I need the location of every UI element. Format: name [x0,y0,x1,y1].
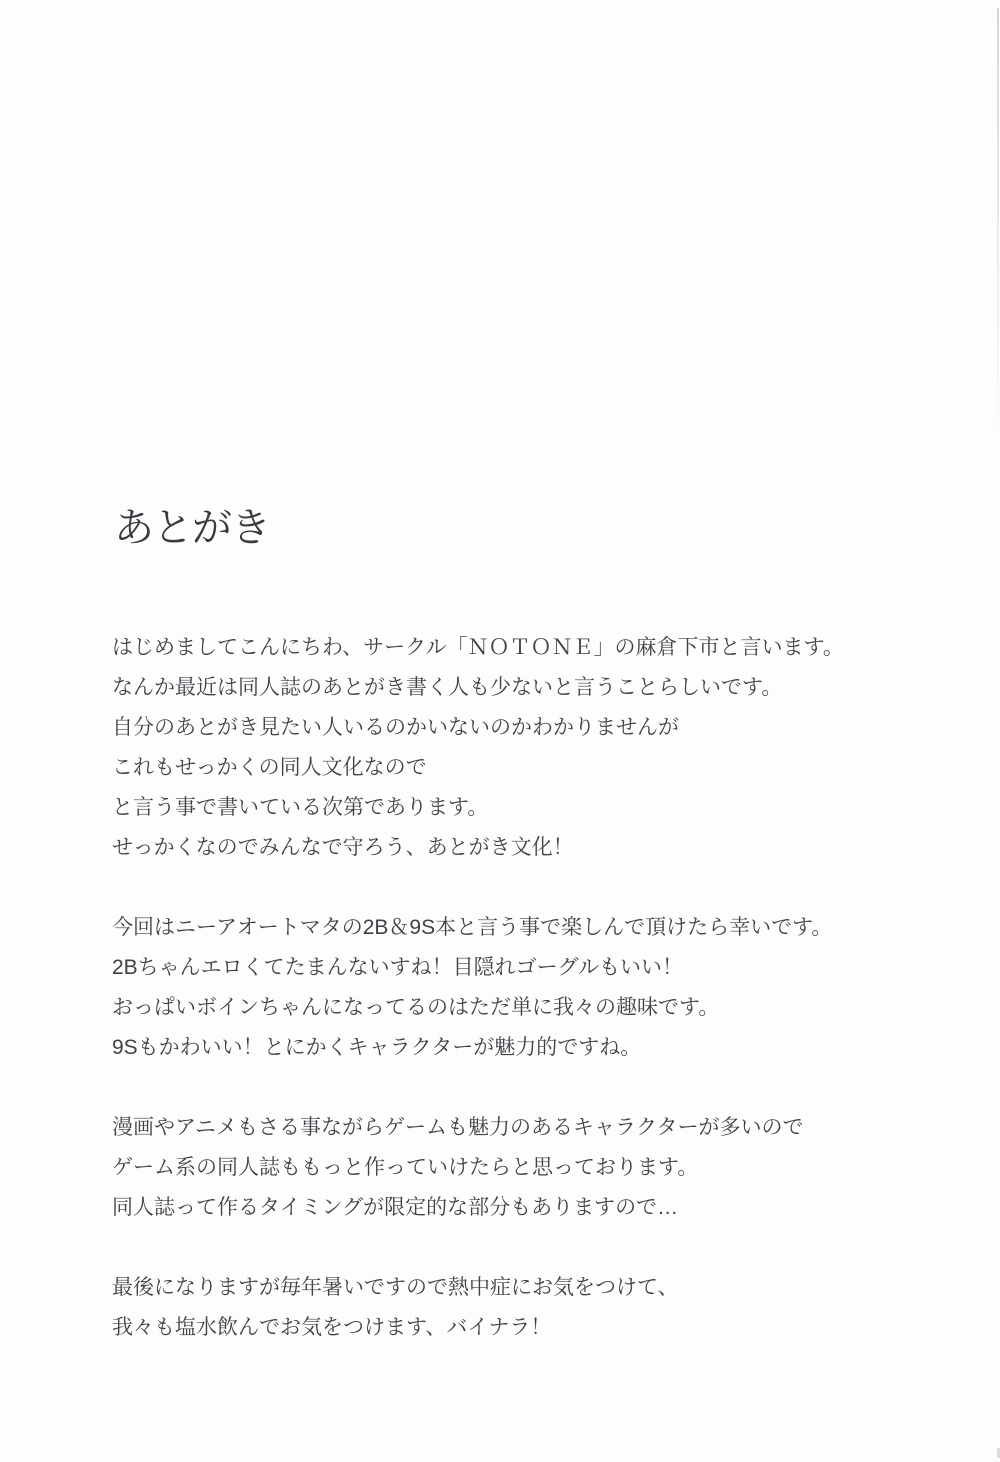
afterword-body [112,628,932,1388]
text-line: せっかくなのでみんなで守ろう、あとがき文化！ [112,836,574,859]
text-line: 我々も塩水飲んでお気をつけます、バイナラ！ [112,1316,552,1339]
text-line: ゲーム系の同人誌ももっと作っていけたらと思っております。 [112,1156,699,1179]
text-line: 漫画やアニメもさる事ながらゲームも魅力のあるキャラクターが多いので [112,1116,804,1139]
text-line: はじめましてこんにちわ、サークル「ＮＯＴＯＮＥ」の麻倉下市と言います。 [112,636,844,659]
text-line: と言う事で書いている次第であります。 [112,796,489,819]
text-line: なんか最近は同人誌のあとがき書く人も少ないと言うことらしいです。 [112,676,783,699]
text-line: 2Bちゃんエロくてたまんないすね！目隠れゴーグルもいい！ [112,956,684,979]
text-line: おっぱいボインちゃんになってるのはただ単に我々の趣味です。 [112,996,720,1019]
text-line: 9Sもかわいい！とにかくキャラクターが魅力的ですね。 [112,1036,642,1059]
paragraph-about-games [112,1108,932,1228]
text-line: 同人誌って作るタイミングが限定的な部分もありますので… [112,1196,679,1219]
paragraph-intro [112,628,932,868]
text-line: 自分のあとがき見たい人いるのかいないのかわかりませんが [112,716,679,739]
text-line: 最後になりますが毎年暑いですので熱中症にお気をつけて、 [112,1276,679,1299]
text-line: 今回はニーアオートマタの2B＆9S本と言う事で楽しんで頂けたら幸いです。 [112,916,833,939]
paragraph-about-book [112,908,932,1068]
text-line: これもせっかくの同人文化なので [112,756,427,779]
scan-edge-artifact [997,8,999,448]
paragraph-closing [112,1268,932,1348]
page-title: あとがき [114,506,270,550]
